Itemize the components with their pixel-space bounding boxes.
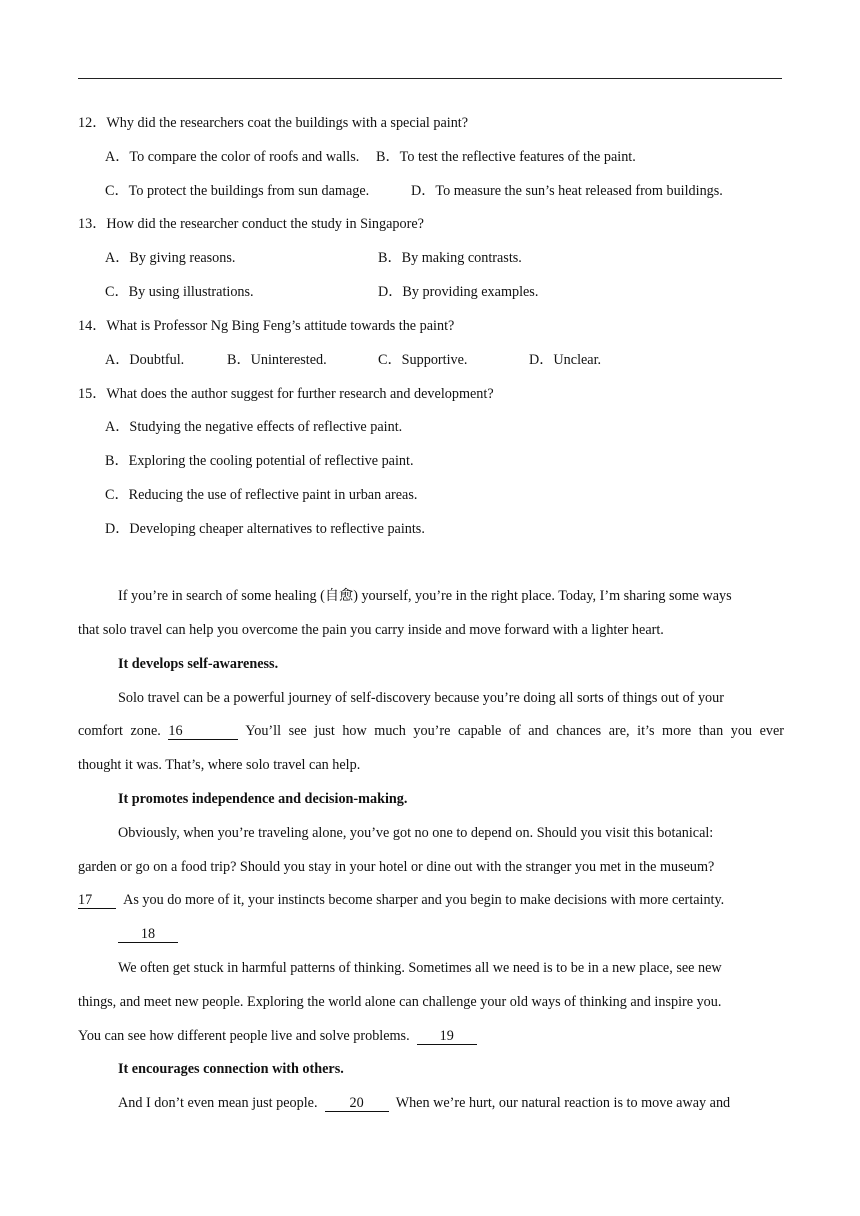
question-12-option-c: C．To protect the buildings from sun damage. [105,183,370,199]
section-heading-connection: It encourages connection with others. [118,1061,344,1077]
paragraph-3-line-3: You can see how different people live and solve problems. 19 [78,1027,477,1045]
blank-16: 16 [168,724,238,740]
blank-18: 18 [118,927,178,943]
passage-intro-line-1: If you’re in search of some healing (自愈) yourself, you’re in the right place. Today, I’m sharing some ways [118,588,732,604]
question-12-option-a: A．To compare the color of roofs and walls. [105,149,360,165]
question-13-stem: 13．How did the researcher conduct the study in Singapore? [78,216,424,232]
paragraph-3-line-2: things, and meet new people. Exploring the world alone can challenge your old ways of thinking and inspire you. [78,994,722,1010]
paragraph-2-line-3: 17 As you do more of it, your instincts become sharper and you begin to make decisions with more certainty. [78,892,725,908]
question-15-option-a: A．Studying the negative effects of reflective paint. [105,419,403,435]
question-13-option-c: C．By using illustrations. [105,284,254,300]
question-14-option-c: C．Supportive. [378,352,468,368]
paragraph-1-line-2: comfort zone. 16 You’ll see just how much you’re capable of and chances are, it’s more than you ever [78,723,784,739]
question-14-option-a: A．Doubtful. [105,352,185,368]
question-15-option-b: B．Exploring the cooling potential of reflective paint. [105,453,414,469]
section-heading-independence: It promotes independence and decision-making. [118,791,408,807]
section-heading-self-awareness: It develops self-awareness. [118,656,279,672]
paragraph-1-line-3: thought it was. That’s, where solo travel can help. [78,757,361,773]
question-12-option-d: D．To measure the sun’s heat released from buildings. [411,183,723,199]
question-12-stem: 12．Why did the researchers coat the buildings with a special paint? [78,115,469,131]
question-15-stem: 15．What does the author suggest for further research and development? [78,386,494,402]
blank-17: 17 [78,893,116,909]
question-15-option-d: D．Developing cheaper alternatives to reflective paints. [105,521,425,537]
paragraph-2-line-2: garden or go on a food trip? Should you stay in your hotel or dine out with the stranger you met in the museum? [78,859,715,875]
question-13-option-a: A．By giving reasons. [105,250,236,266]
question-12-option-b: B．To test the reflective features of the paint. [376,149,636,165]
section-heading-blank-18 [118,925,178,943]
paragraph-1-line-1: Solo travel can be a powerful journey of self-discovery because you’re doing all sorts of things out of your [118,690,724,706]
question-14-stem: 14．What is Professor Ng Bing Feng’s attitude towards the paint? [78,318,455,334]
blank-20: 20 [325,1096,389,1112]
passage-intro-line-2: that solo travel can help you overcome the pain you carry inside and move forward with a lighter heart. [78,622,664,638]
blank-19: 19 [417,1029,477,1045]
header-rule [78,78,782,79]
paragraph-4-line-1: And I don’t even mean just people. 20 When we’re hurt, our natural reaction is to move away and [118,1095,731,1111]
question-15-option-c: C．Reducing the use of reflective paint in urban areas. [105,487,418,503]
question-13-option-b: B．By making contrasts. [378,250,522,266]
paragraph-3-line-1: We often get stuck in harmful patterns of thinking. Sometimes all we need is to be in a new place, see new [118,960,722,976]
paragraph-2-line-1: Obviously, when you’re traveling alone, you’ve got no one to depend on. Should you visit this botanical: [118,825,714,841]
question-14-option-b: B．Uninterested. [227,352,327,368]
question-14-option-d: D．Unclear. [529,352,602,368]
question-13-option-d: D．By providing examples. [378,284,539,300]
